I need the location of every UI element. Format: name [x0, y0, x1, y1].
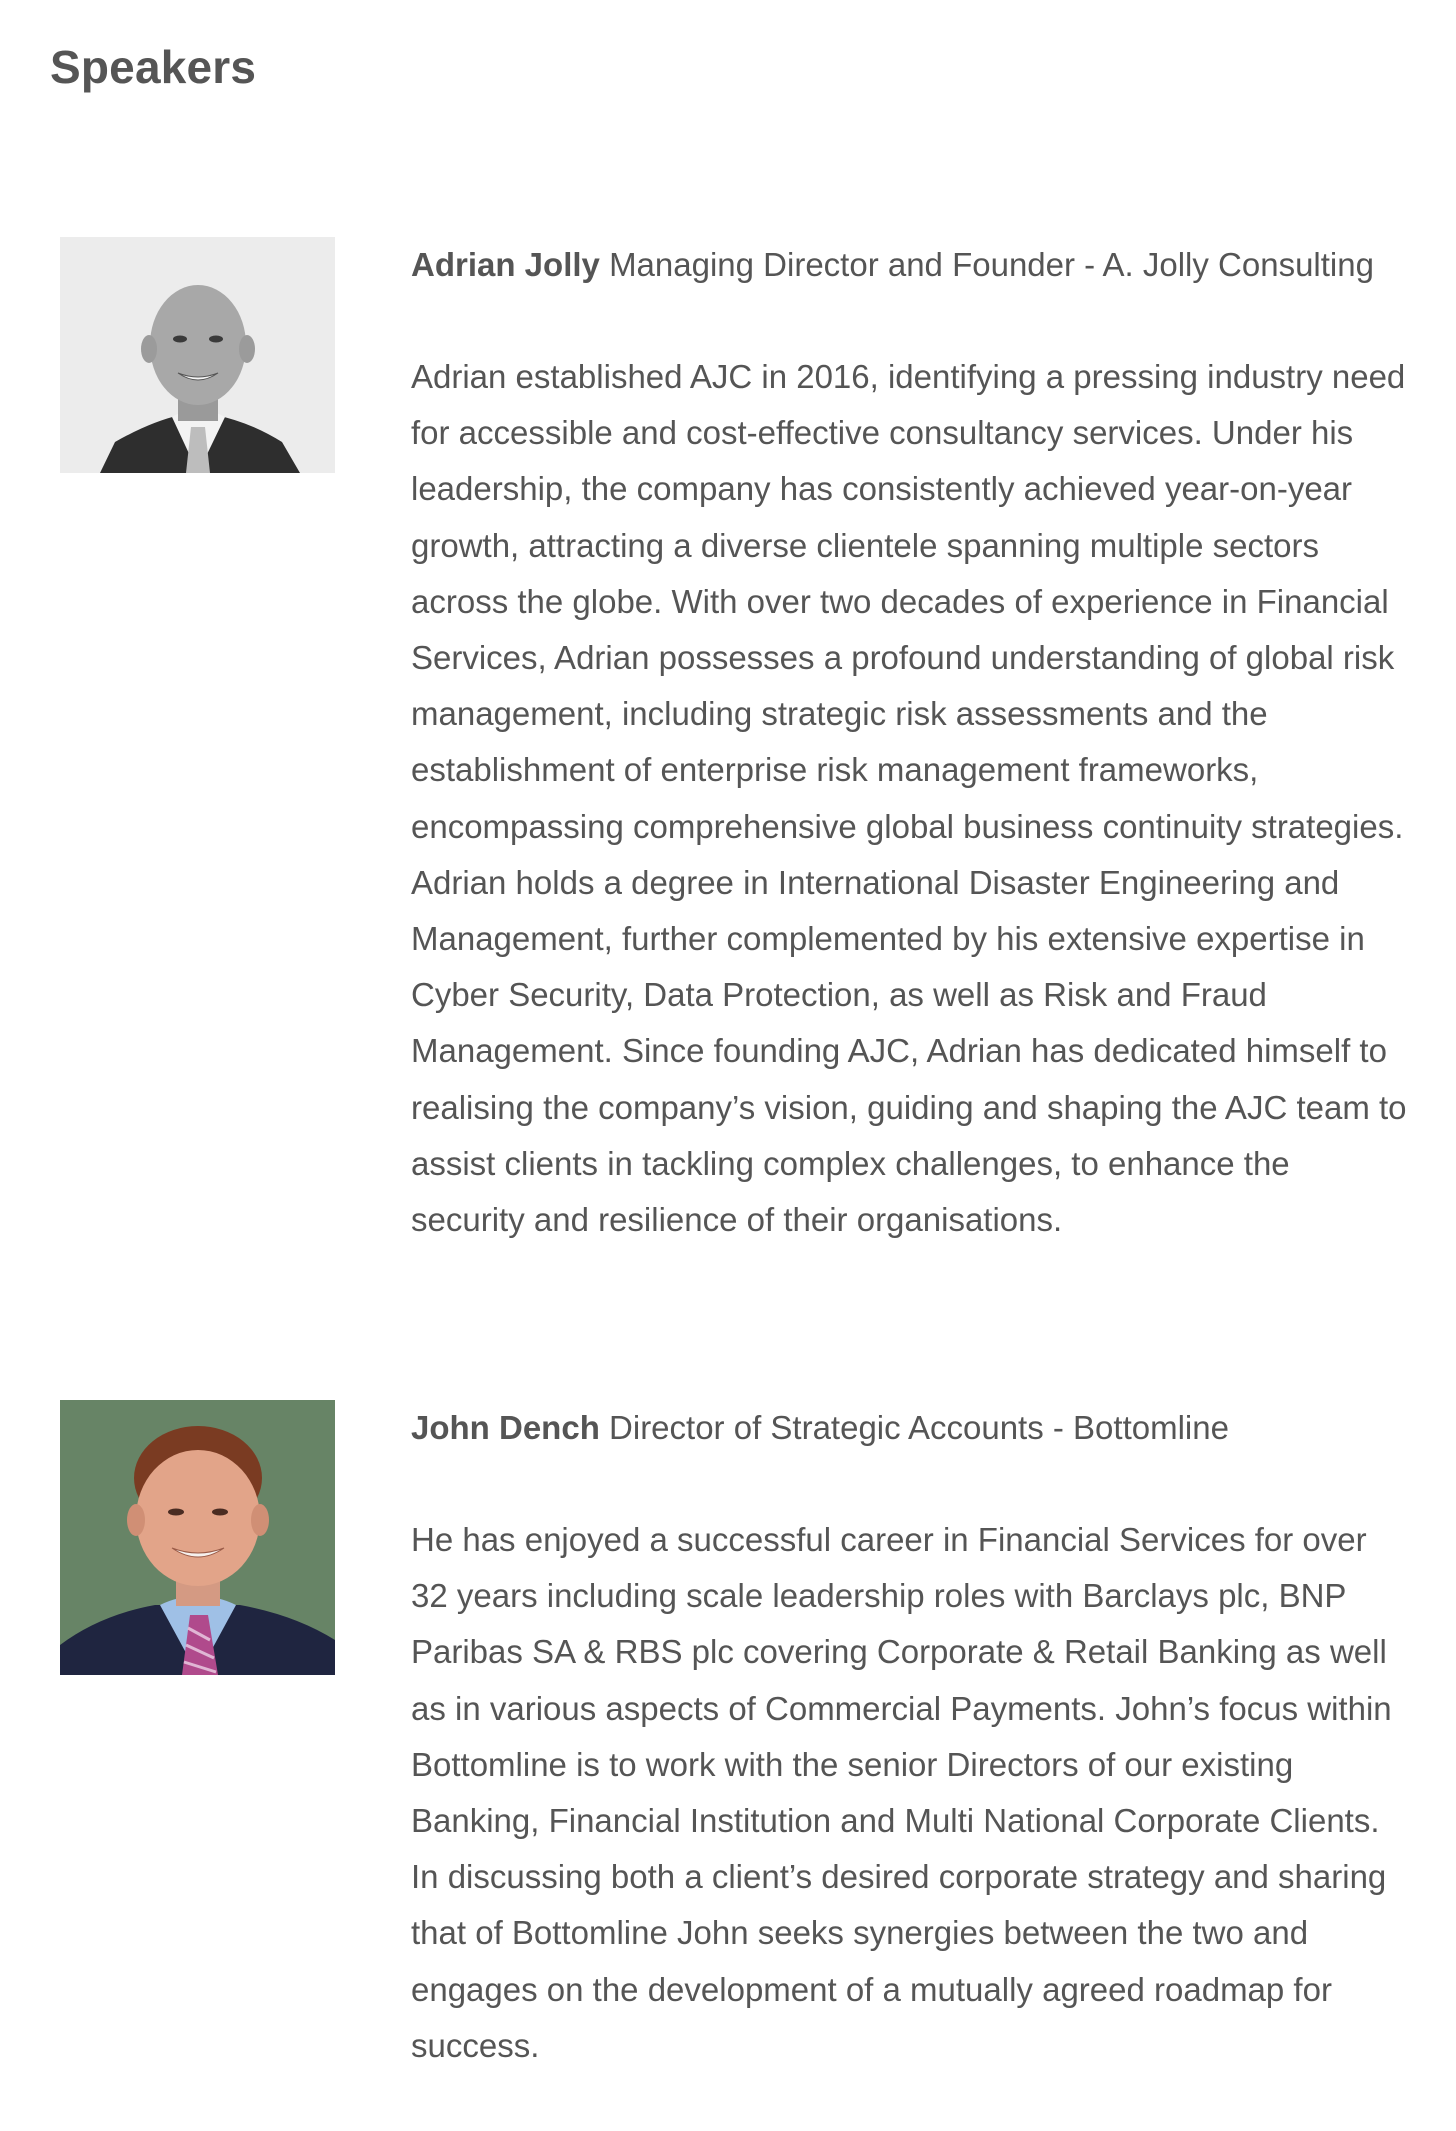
speaker-bio: Adrian established AJC in 2016, identifying a pressing industry need for accessible and cost-effective consultancy services. Under his leadership, the company has consistently achieved year-on-year growth, attracting a diverse clientele spanning multiple sectors across the globe. With over two decades of experience in Financial Services, Adrian possesses a profound understanding of global risk management, including strategic risk assessments and the establishment of enterprise risk management frameworks, encompassing comprehensive global business continuity strategies. Adrian holds a degree in International Disaster Engineering and Management, further complemented by his extensive expertise in Cyber Security, Data Protection, as well as Risk and Fraud Management. Since founding AJC, Adrian has dedicated himself to realising the company’s vision, guiding and shaping the AJC team to assist clients in tackling complex challenges, to enhance the security and resilience of their organisations.	[411, 358, 1407, 1239]
speaker-role: Managing Director and Founder - A. Jolly Consulting	[609, 246, 1374, 283]
speaker-photo-john-dench	[60, 1400, 335, 1675]
speaker-name: John Dench	[411, 1409, 600, 1446]
speaker-role: Director of Strategic Accounts - Bottomline	[609, 1409, 1229, 1446]
speaker-name: Adrian Jolly	[411, 246, 600, 283]
portrait-photo-icon	[60, 237, 335, 473]
speaker-heading	[411, 237, 1411, 293]
speaker-bio: He has enjoyed a successful career in Financial Services for over 32 years including scale leadership roles with Barclays plc, BNP Paribas SA & RBS plc covering Corporate & Retail Banking as well as in various aspects of Commercial Payments. John’s focus within Bottomline is to work with the senior Directors of our existing Banking, Financial Institution and Multi National Corporate Clients. In discussing both a client’s desired corporate strategy and sharing that of Bottomline John seeks synergies between the two and engages on the development of a mutually agreed roadmap for success.	[411, 1521, 1392, 2064]
portrait-photo-icon	[60, 1400, 335, 1675]
speaker-photo-adrian-jolly	[60, 237, 335, 473]
page-title: Speakers	[50, 41, 257, 93]
speaker-heading	[411, 1400, 1411, 1456]
